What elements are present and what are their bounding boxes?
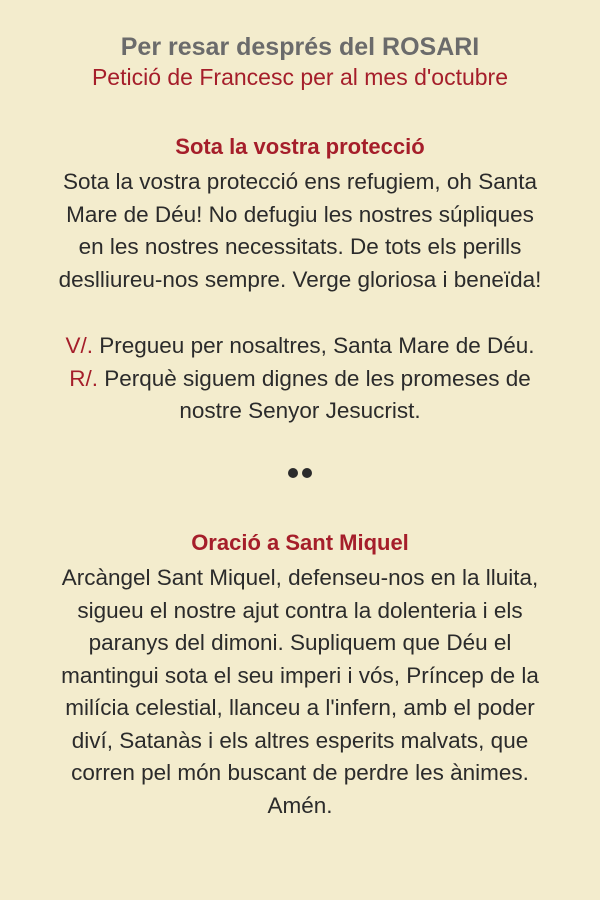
- body-line: en les nostres necessitats. De tots els perills: [78, 234, 522, 259]
- body-line: diví, Satanàs i els altres esperits malvats, que: [71, 727, 529, 753]
- body-line: Amén.: [267, 792, 333, 818]
- body-line: deslliureu-nos sempre. Verge gloriosa i beneïda!: [58, 266, 542, 292]
- section-heading-saint-michael: Oració a Sant Miquel: [191, 530, 409, 555]
- versicle-mark: V/.: [65, 333, 93, 358]
- versicle-line: [24, 330, 576, 363]
- separator-dot: [288, 468, 298, 478]
- body-line: mantingui sota el seu imperi i vós, Príncep de la: [61, 662, 539, 688]
- response-mark: R/.: [69, 365, 98, 391]
- page-subtitle: Petició de Francesc per al mes d'octubre: [91, 64, 509, 90]
- body-line: paranys del dimoni. Supliquem que Déu el: [88, 630, 512, 655]
- section-body-saint-michael: [24, 562, 576, 822]
- response-line-continued: nostre Senyor Jesucrist.: [179, 398, 421, 423]
- page-title: Per resar després del ROSARI: [120, 33, 480, 61]
- body-line: Arcàngel Sant Miquel, defenseu-nos en la lluita,: [61, 565, 539, 590]
- section-body-protection: [24, 166, 576, 296]
- body-line: corren pel món buscant de perdre les ànimes.: [71, 760, 529, 785]
- response-line: [24, 363, 576, 396]
- response-text: Perquè siguem dignes de les promeses de: [98, 365, 531, 391]
- versicle-response: [24, 330, 576, 428]
- body-line: Sota la vostra protecció ens refugiem, oh Santa: [62, 169, 538, 194]
- separator-dots: [0, 468, 600, 488]
- separator-dot: [302, 468, 312, 478]
- body-line: Mare de Déu! No defugiu les nostres súpliques: [66, 201, 534, 227]
- section-heading-protection: Sota la vostra protecció: [175, 134, 425, 159]
- versicle-text: Pregueu per nosaltres, Santa Mare de Déu.: [93, 333, 535, 358]
- body-line: milícia celestial, llanceu a l'infern, amb el poder: [65, 695, 535, 720]
- body-line: sigueu el nostre ajut contra la dolenteria i els: [77, 597, 523, 623]
